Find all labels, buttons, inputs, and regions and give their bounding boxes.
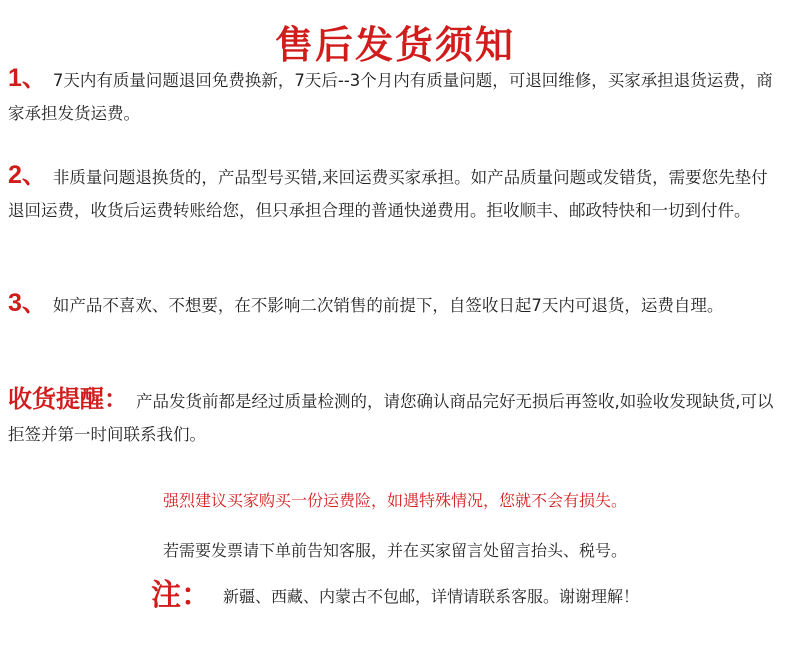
invoice-notice: 若需要发票请下单前告知客服，并在买家留言处留言抬头、税号。 xyxy=(162,541,627,560)
receipt-reminder xyxy=(8,383,784,451)
rule-1 xyxy=(8,62,784,130)
note-text: 新疆、西藏、内蒙古不包邮，详情请联系客服。谢谢理解！ xyxy=(222,587,639,606)
rule-3 xyxy=(8,287,784,322)
rule-number: 3、 xyxy=(8,289,47,317)
reminder-text: 产品发货前都是经过质量检测的，请您确认商品完好无损后再签收,如验收发现缺货,可以拒签并第一时间联系我们。 xyxy=(8,392,774,444)
rule-text: 如产品不喜欢、不想要，在不影响二次销售的前提下，自签收日起7天内可退货，运费自理。 xyxy=(52,296,724,315)
rule-number: 2、 xyxy=(8,161,47,189)
page-title: 售后发货须知 xyxy=(274,23,515,67)
rule-text: 7天内有质量问题退回免费换新，7天后--3个月内有质量问题，可退回维修，买家承担退货运费，商家承担发货运费。 xyxy=(8,71,773,123)
reminder-label: 收货提醒： xyxy=(8,385,128,413)
note-label: 注： xyxy=(150,578,211,613)
insurance-advice: 强烈建议买家购买一份运费险，如遇特殊情况，您就不会有损失。 xyxy=(162,491,627,510)
rule-text: 非质量问题退换货的，产品型号买错,来回运费买家承担。如产品质量问题或发错货，需要您先垫付退回运费，收货后运费转账给您，但只承担合理的普通快递费用。拒收顺丰、邮政特快和一切到付件。 xyxy=(8,168,768,220)
shipping-note xyxy=(0,570,790,614)
rule-2 xyxy=(8,159,784,227)
rule-number: 1、 xyxy=(8,64,47,92)
